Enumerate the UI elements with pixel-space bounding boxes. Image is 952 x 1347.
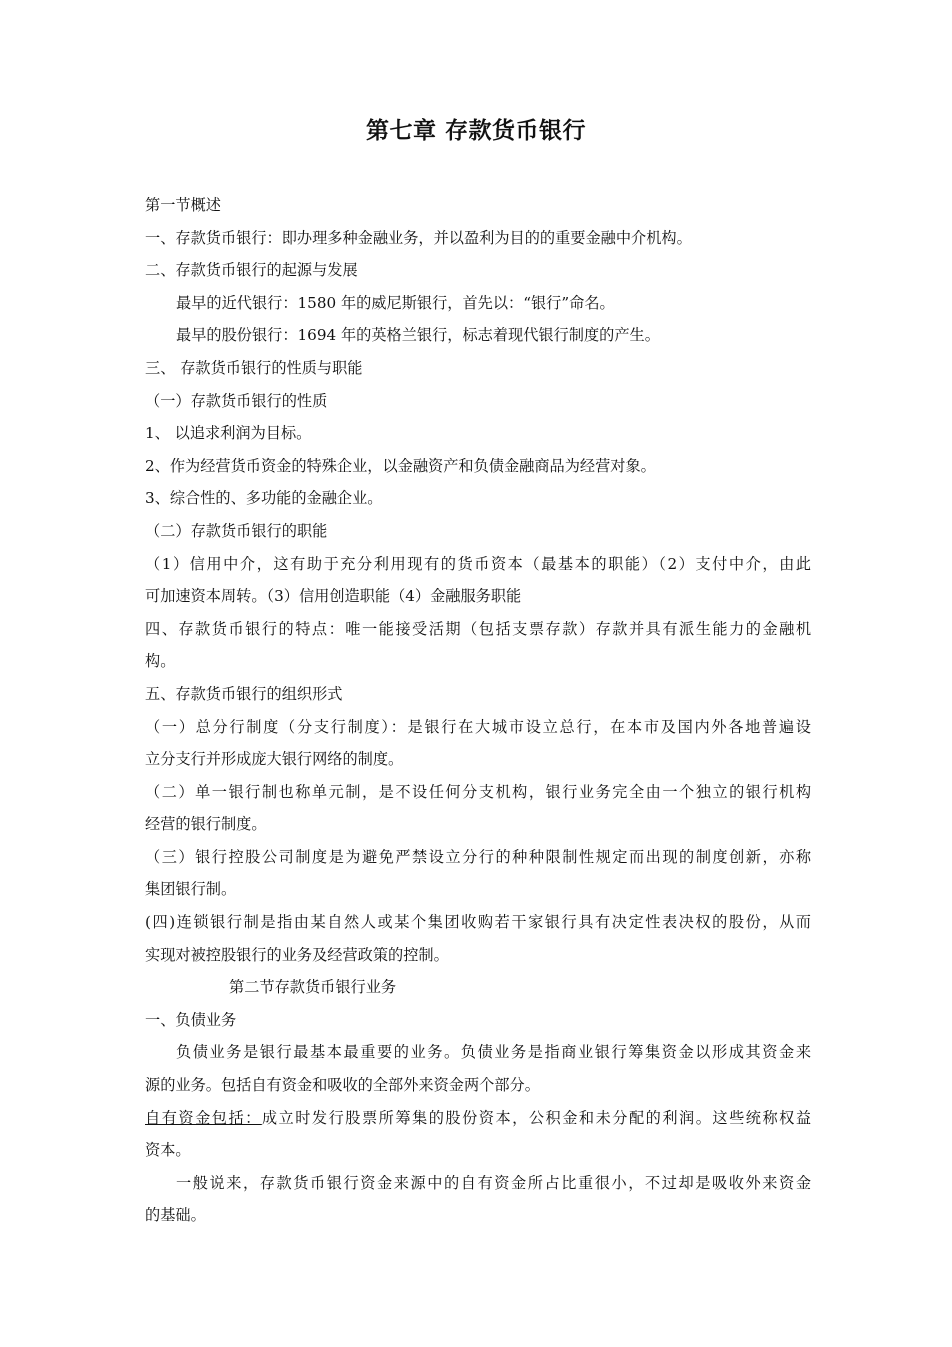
paragraph-line: 源的业务。包括自有资金和吸收的全部外来资金两个部分。: [145, 1076, 540, 1095]
paragraph-line: 2、作为经营货币资金的特殊企业，以金融资产和负债金融商品为经营对象。: [145, 456, 656, 475]
paragraph-line: 1、 以追求利润为目标。: [145, 424, 312, 443]
paragraph-line: 负债业务是银行最基本最重要的业务。负债业务是指商业银行筹集资金以形成其资金来: [176, 1043, 811, 1062]
paragraph-line: 一、负债业务: [145, 1010, 237, 1029]
paragraph-line: （二）单一银行制也称单元制，是不设任何分支机构，银行业务完全由一个独立的银行机构: [145, 782, 811, 801]
paragraph-line: （二）存款货币银行的职能: [145, 521, 328, 540]
paragraph-line: 四、存款货币银行的特点：唯一能接受活期（包括支票存款）存款并具有派生能力的金融机: [145, 619, 811, 638]
paragraph-line: 一、存款货币银行：即办理多种金融业务，并以盈利为目的的重要金融中介机构。: [145, 228, 692, 247]
document-body: [145, 189, 811, 1232]
paragraph-line: 资本。: [145, 1141, 191, 1160]
paragraph-line: 最早的近代银行：1580 年的威尼斯银行，首先以：“银行”命名。: [176, 293, 615, 312]
paragraph-line: (四)连锁银行制是指由某自然人或某个集团收购若干家银行具有决定性表决权的股份，从而: [145, 913, 811, 932]
paragraph-text: 成立时发行股票所筹集的股份资本，公积金和未分配的利润。这些统称权益: [261, 1108, 811, 1127]
paragraph-line: 3、综合性的、多功能的金融企业。: [145, 489, 383, 508]
paragraph-line: 可加速资本周转。（3）信用创造职能（4）金融服务职能: [145, 587, 522, 606]
underlined-term: 自有资金包括：: [145, 1108, 262, 1127]
section-heading: 第一节概述: [145, 196, 221, 214]
paragraph-line: [145, 1102, 811, 1135]
paragraph-line: （1）信用中介，这有助于充分利用现有的货币资本（最基本的职能）（2）支付中介，由此: [145, 554, 811, 573]
paragraph-line: 集团银行制。: [145, 880, 237, 899]
paragraph-line: 实现对被控股银行的业务及经营政策的控制。: [145, 945, 449, 964]
paragraph-line: 经营的银行制度。: [145, 815, 267, 834]
paragraph-line: 三、 存款货币银行的性质与职能: [145, 358, 363, 377]
paragraph-line: 立分支行并形成庞大银行网络的制度。: [145, 750, 404, 769]
paragraph-line: （三）银行控股公司制度是为避免严禁设立分行的种种限制性规定而出现的制度创新，亦称: [145, 847, 811, 866]
paragraph-line: 构。: [145, 652, 176, 671]
paragraph-line: 最早的股份银行：1694 年的英格兰银行，标志着现代银行制度的产生。: [176, 326, 660, 345]
section-heading: 第二节存款货币银行业务: [229, 978, 397, 997]
chapter-title: 第七章 存款货币银行: [365, 118, 586, 144]
paragraph-line: 的基础。: [145, 1206, 206, 1225]
paragraph-line: （一）存款货币银行的性质: [145, 391, 328, 410]
paragraph-line: 一般说来，存款货币银行资金来源中的自有资金所占比重很小，不过却是吸收外来资金: [176, 1173, 811, 1192]
paragraph-line: 二、存款货币银行的起源与发展: [145, 261, 358, 280]
paragraph-line: （一）总分行制度（分支行制度）：是银行在大城市设立总行，在本市及国内外各地普遍设: [145, 717, 811, 736]
paragraph-line: 五、存款货币银行的组织形式: [145, 684, 343, 703]
